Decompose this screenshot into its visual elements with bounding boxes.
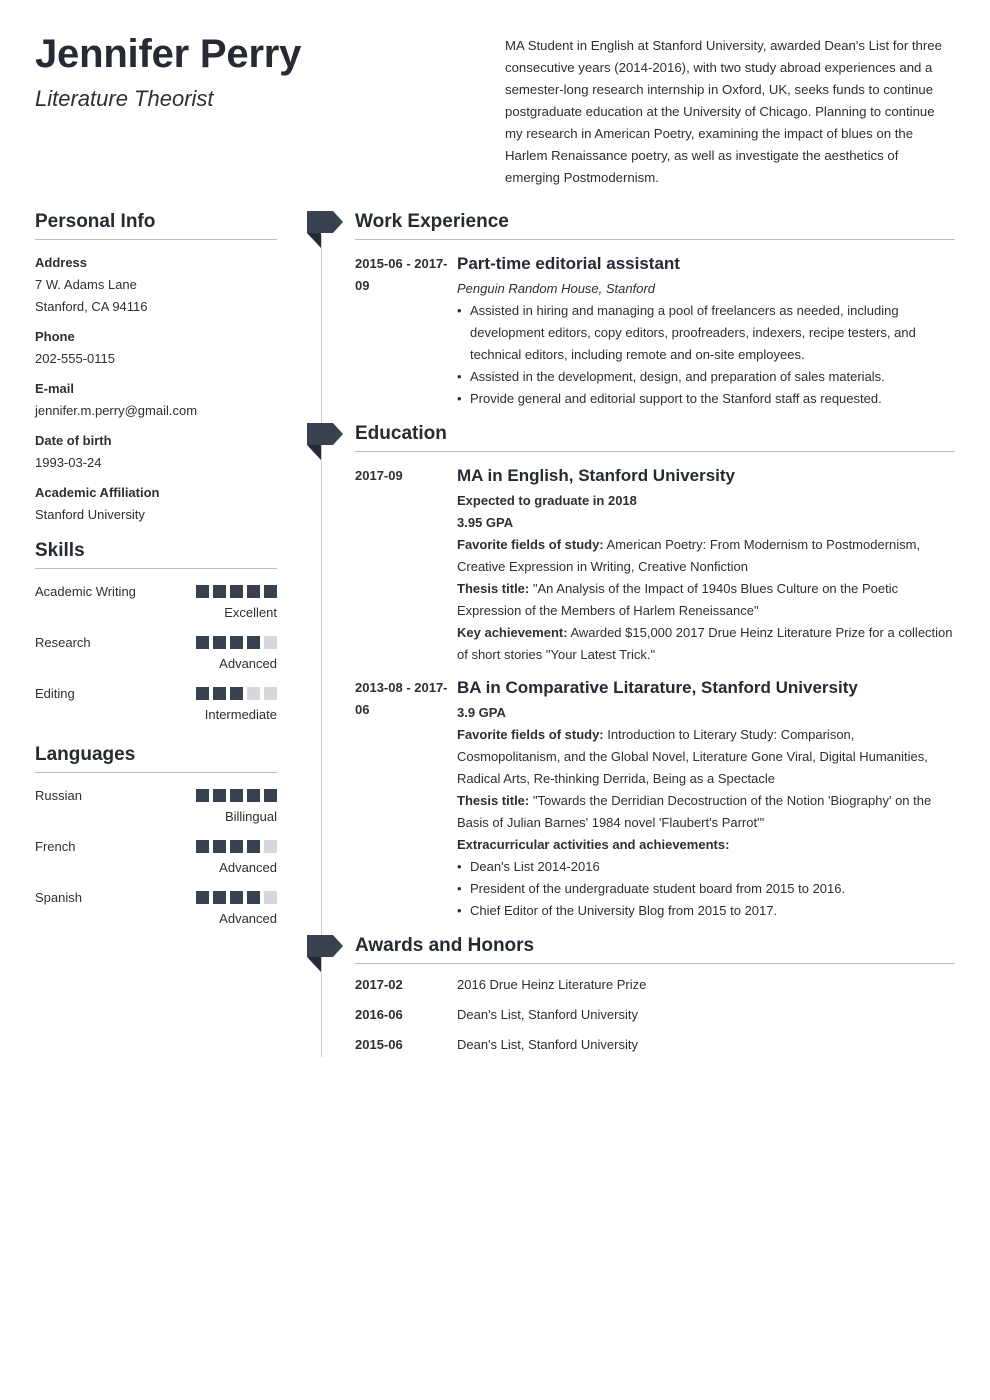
rating-square-empty	[264, 687, 277, 700]
section-flag-icon	[307, 211, 343, 248]
phone-label: Phone	[35, 329, 75, 344]
job-company: Penguin Random House, Stanford	[457, 281, 656, 296]
dob-label: Date of birth	[35, 433, 112, 448]
education-fields	[457, 534, 955, 578]
fields-label: Favorite fields of study:	[457, 727, 604, 742]
education-title: MA in English, Stanford University	[457, 466, 736, 485]
rating-square-filled	[196, 789, 209, 802]
job-bullet: • Assisted in the development, design, and preparation of sales materials.	[457, 366, 955, 388]
job-bullet: • Assisted in hiring and managing a pool of freelancers as needed, including development editors, copy editors, proofreaders, indexers, recipe testers, and technical editors, including remote and on-site employees.	[457, 300, 955, 366]
job-entry	[355, 252, 955, 410]
rating-square-filled	[196, 687, 209, 700]
languages-list	[35, 785, 277, 938]
award-text: Dean's List, Stanford University	[457, 1037, 638, 1052]
phone-block	[35, 326, 277, 370]
skill-level: Advanced	[219, 656, 277, 671]
rating-square-filled	[230, 840, 243, 853]
affiliation-label: Academic Affiliation	[35, 485, 160, 500]
skill-name: Academic Writing	[35, 584, 136, 599]
phone-value: 202-555-0115	[35, 351, 115, 366]
language-level: Advanced	[219, 911, 277, 926]
education-title: BA in Comparative Litarature, Stanford University	[457, 678, 858, 697]
skill-rating	[196, 636, 277, 649]
skill-name: Research	[35, 635, 91, 650]
awards-section	[355, 935, 955, 1064]
rating-square-empty	[264, 636, 277, 649]
work-experience-section	[355, 211, 955, 410]
rating-square-filled	[230, 891, 243, 904]
language-rating	[196, 840, 277, 853]
awards-heading: Awards and Honors	[355, 935, 955, 964]
section-flag-icon	[307, 935, 343, 972]
extracurricular-bullet: • Dean's List 2014-2016	[457, 856, 955, 878]
rating-square-filled	[196, 840, 209, 853]
work-experience-heading: Work Experience	[355, 211, 955, 240]
rating-square-filled	[213, 636, 226, 649]
education-fields	[457, 724, 955, 790]
personal-info-heading: Personal Info	[35, 211, 277, 240]
language-item	[35, 785, 277, 836]
award-item	[355, 974, 955, 1004]
education-body	[457, 464, 955, 666]
rating-square-filled	[247, 840, 260, 853]
education-date: 2017-09	[355, 468, 403, 483]
education-gpa: 3.9 GPA	[457, 705, 506, 720]
language-name: Spanish	[35, 890, 82, 905]
rating-square-filled	[247, 891, 260, 904]
extracurricular-bullet: • President of the undergraduate student board from 2015 to 2016.	[457, 878, 955, 900]
extracurricular-bullet: • Chief Editor of the University Blog from 2015 to 2017.	[457, 900, 955, 922]
education-achievement	[457, 622, 955, 666]
rating-square-filled	[213, 687, 226, 700]
rating-square-filled	[213, 891, 226, 904]
address-line-2: Stanford, CA 94116	[35, 299, 148, 314]
education-body	[457, 676, 955, 922]
education-entry-ba	[355, 676, 955, 922]
left-column	[35, 211, 277, 938]
award-item	[355, 1034, 955, 1064]
education-thesis	[457, 790, 955, 834]
education-thesis	[457, 578, 955, 622]
thesis-label: Thesis title:	[457, 793, 530, 808]
education-expected: Expected to graduate in 2018	[457, 493, 637, 508]
awards-list	[355, 974, 955, 1064]
thesis-value: "An Analysis of the Impact of 1940s Blues Culture on the Poetic Expression of the Members of Harlem Reneissance"	[457, 581, 899, 618]
education-heading: Education	[355, 423, 955, 452]
rating-square-filled	[247, 585, 260, 598]
email-value[interactable]: jennifer.m.perry@gmail.com	[35, 403, 198, 418]
rating-square-filled	[196, 636, 209, 649]
email-block	[35, 378, 277, 422]
award-text: 2016 Drue Heinz Literature Prize	[457, 977, 647, 992]
address-block	[35, 252, 277, 318]
affiliation-block	[35, 482, 277, 526]
rating-square-filled	[230, 789, 243, 802]
language-level: Advanced	[219, 860, 277, 875]
rating-square-filled	[196, 585, 209, 598]
achievement-label: Key achievement:	[457, 625, 568, 640]
award-date: 2017-02	[355, 977, 403, 992]
rating-square-filled	[264, 585, 277, 598]
rating-square-filled	[196, 891, 209, 904]
skill-name: Editing	[35, 686, 75, 701]
job-title: Part-time editorial assistant	[457, 254, 680, 273]
language-name: French	[35, 839, 76, 854]
education-gpa: 3.95 GPA	[457, 515, 514, 530]
thesis-label: Thesis title:	[457, 581, 530, 596]
language-item	[35, 887, 277, 938]
rating-square-filled	[230, 636, 243, 649]
award-date: 2015-06	[355, 1037, 403, 1052]
resume-summary: MA Student in English at Stanford University, awarded Dean's List for three consecutive years (2014-2016), with two study abroad experiences and a semester-long research internship in Oxford, UK, seeks funds to continue postgraduate education at the University of Chicago. Planning to continue my research in American Poetry, examining the impact of blues on the Harlem Renaissance poetry, as well as investigate the aesthetics of emerging Postmodernism.	[505, 38, 942, 185]
award-item	[355, 1004, 955, 1034]
fields-label: Favorite fields of study:	[457, 537, 604, 552]
resume-name: Jennifer Perry	[35, 32, 302, 76]
education-date: 2013-08 - 2017-06	[355, 680, 448, 717]
address-label: Address	[35, 255, 88, 270]
skill-level: Intermediate	[204, 707, 277, 722]
job-date: 2015-06 - 2017-09	[355, 256, 448, 293]
rating-square-filled	[230, 687, 243, 700]
skill-item	[35, 683, 277, 734]
job-bullets	[457, 300, 955, 410]
rating-square-filled	[247, 789, 260, 802]
award-text: Dean's List, Stanford University	[457, 1007, 638, 1022]
skills-heading: Skills	[35, 540, 277, 569]
email-label: E-mail	[35, 381, 75, 396]
language-name: Russian	[35, 788, 82, 803]
education-section	[355, 423, 955, 922]
rating-square-empty	[264, 891, 277, 904]
address-line-1: 7 W. Adams Lane	[35, 277, 137, 292]
skills-list	[35, 581, 277, 734]
achievement-value: Awarded $15,000 2017 Drue Heinz Literature Prize for a collection of short stories "Your Latest Trick."	[457, 625, 953, 662]
language-level: Billingual	[224, 809, 277, 824]
thesis-value: "Towards the Derridian Decostruction of the Notion 'Biography' on the Basis of Julian Barnes' 1984 novel 'Flaubert's Parrot'"	[457, 793, 932, 830]
rating-square-empty	[264, 840, 277, 853]
rating-square-filled	[213, 789, 226, 802]
rating-square-empty	[247, 687, 260, 700]
extracurricular-bullets	[457, 856, 955, 922]
skill-level: Excellent	[224, 605, 277, 620]
resume-job-title: Literature Theorist	[35, 86, 214, 111]
fields-value: American Poetry: From Modernism to Postmodernism, Creative Expression in Writing, Creative Nonfiction	[457, 537, 921, 574]
language-item	[35, 836, 277, 887]
rating-square-filled	[213, 585, 226, 598]
language-rating	[196, 891, 277, 904]
language-rating	[196, 789, 277, 802]
rating-square-filled	[264, 789, 277, 802]
affiliation-value: Stanford University	[35, 507, 145, 522]
dob-value: 1993-03-24	[35, 455, 102, 470]
extracurricular-label: Extracurricular activities and achievements:	[457, 837, 730, 852]
skill-item	[35, 581, 277, 632]
rating-square-filled	[213, 840, 226, 853]
job-bullet: • Provide general and editorial support to the Stanford staff as requested.	[457, 388, 955, 410]
skill-rating	[196, 687, 277, 700]
languages-heading: Languages	[35, 744, 277, 773]
education-entry-ma	[355, 464, 955, 666]
timeline-line	[321, 235, 322, 1057]
skill-rating	[196, 585, 277, 598]
skill-item	[35, 632, 277, 683]
rating-square-filled	[230, 585, 243, 598]
dob-block	[35, 430, 277, 474]
section-flag-icon	[307, 423, 343, 460]
rating-square-filled	[247, 636, 260, 649]
award-date: 2016-06	[355, 1007, 403, 1022]
fields-value: Introduction to Literary Study: Comparison, Cosmopolitanism, and the Global Novel, Literature Gone Viral, Digital Humanities, Radical Arts, Re-thinking Derrida, Being as a Spectacle	[457, 727, 928, 786]
job-body	[457, 252, 955, 410]
